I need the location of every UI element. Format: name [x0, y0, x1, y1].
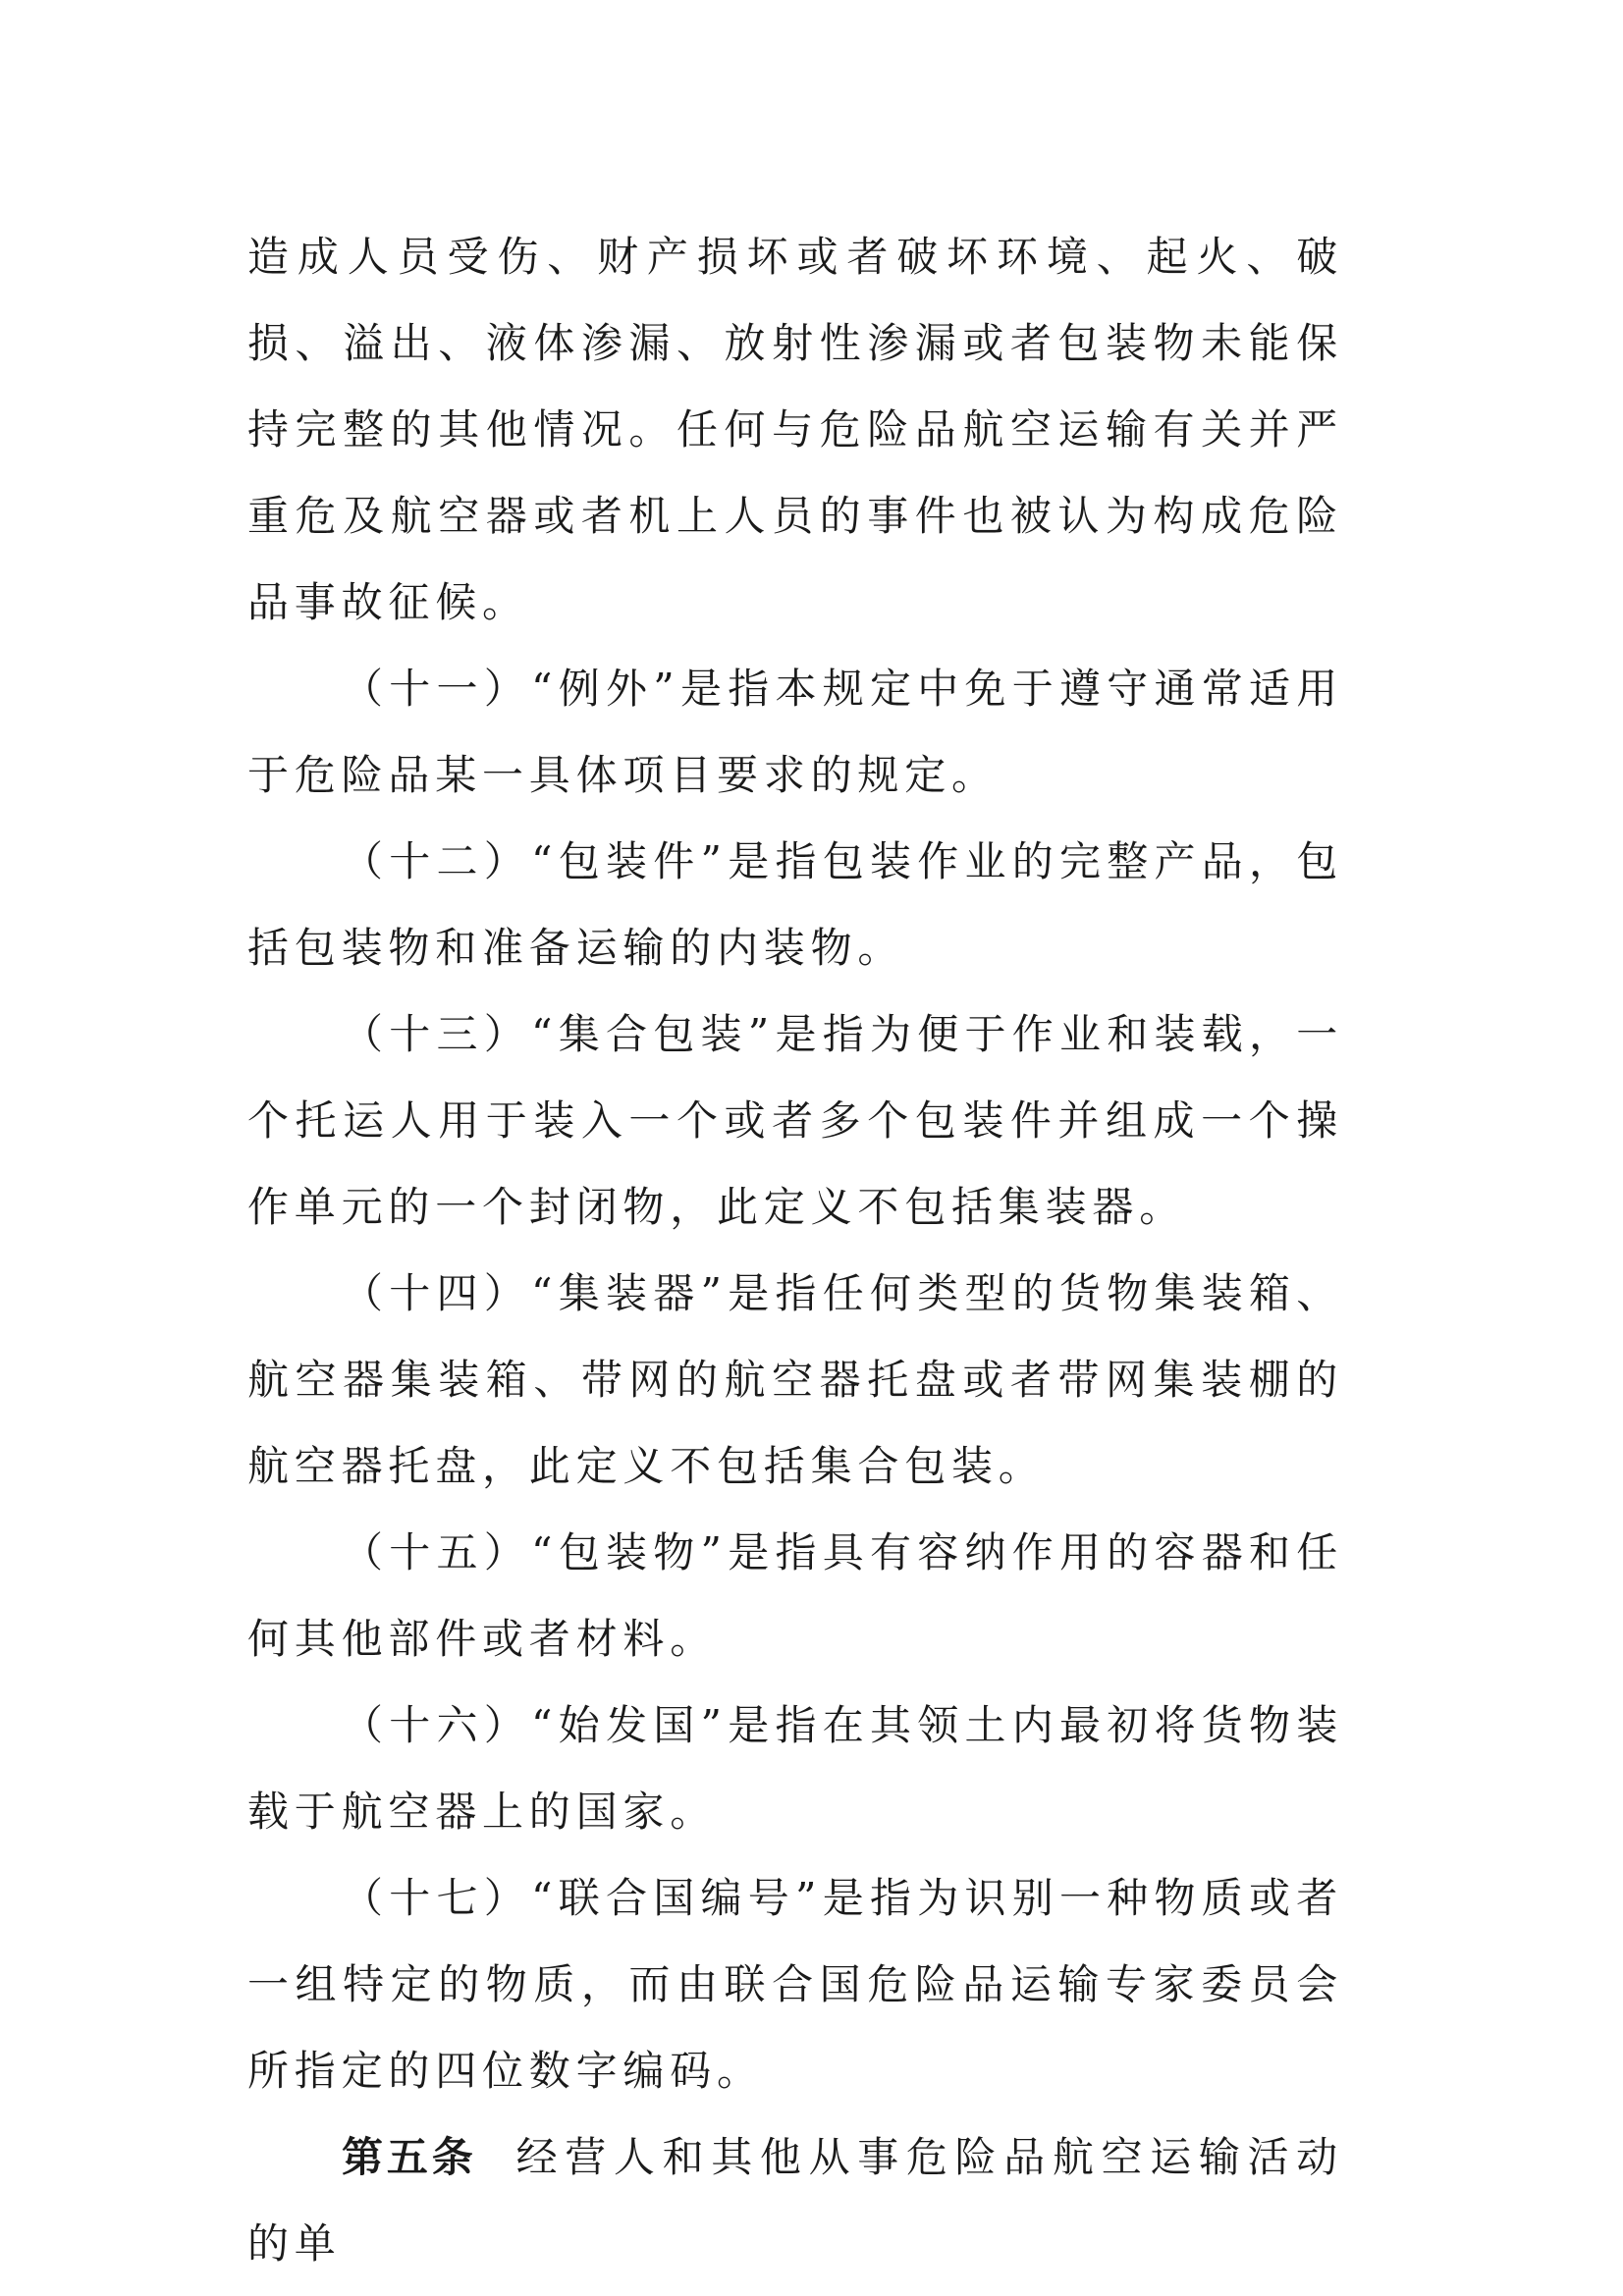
article-text: 经营人和其他从事危险品航空运输活动的单	[247, 2133, 1343, 2268]
definition-14: （十四）“集装器”是指任何类型的货物集装箱、航空器集装箱、带网的航空器托盘或者带网集装棚的航空器托盘，此定义不包括集合包装。	[247, 1269, 1343, 1490]
definition-11: （十一）“例外”是指本规定中免于遵守通常适用于危险品某一具体项目要求的规定。	[247, 665, 1343, 799]
definition-15: （十五）“包装物”是指具有容纳作用的容器和任何其他部件或者材料。	[247, 1528, 1343, 1663]
paragraph-continuation: 造成人员受伤、财产损坏或者破坏环境、起火、破损、溢出、液体渗漏、放射性渗漏或者包装物未能保持完整的其他情况。任何与危险品航空运输有关并严重危及航空器或者机上人员的事件也被认为构成危险品事故征候。	[247, 233, 1343, 626]
definition-12: （十二）“包装件”是指包装作业的完整产品，包括包装物和准备运输的内装物。	[247, 837, 1343, 972]
article-heading: 第五条	[342, 2133, 477, 2181]
document-page	[247, 214, 1343, 2287]
definition-13: （十三）“集合包装”是指为便于作业和装载，一个托运人用于装入一个或者多个包装件并组成一个操作单元的一个封闭物，此定义不包括集装器。	[247, 1010, 1343, 1231]
definition-17: （十七）“联合国编号”是指为识别一种物质或者一组特定的物质，而由联合国危险品运输专家委员会所指定的四位数字编码。	[247, 1874, 1343, 2095]
article-five	[247, 2114, 1343, 2287]
definition-16: （十六）“始发国”是指在其领土内最初将货物装载于航空器上的国家。	[247, 1701, 1343, 1836]
